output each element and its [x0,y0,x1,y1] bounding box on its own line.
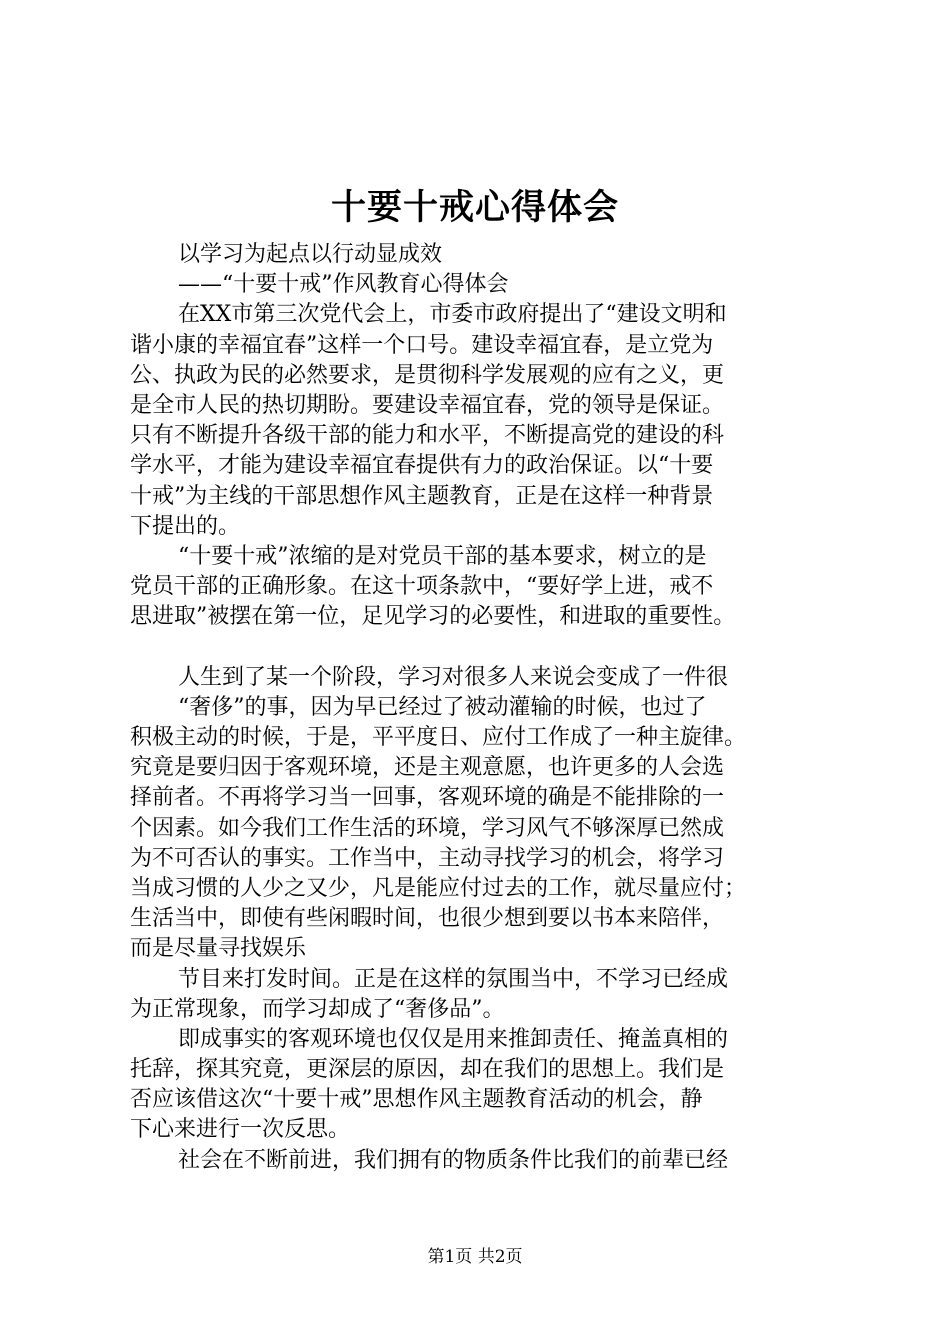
paragraph-line: “十要十戒”浓缩的是对党员干部的基本要求，树立的是 [178,543,707,569]
subtitle-line: 以学习为起点以行动显成效 [178,242,443,267]
paragraph-line: 思进取”被摆在第一位，足见学习的必要性，和进取的重要性。 [130,604,736,630]
paragraph-line: 节目来打发时间。正是在这样的氛围当中，不学习已经成 [178,966,729,992]
paragraph-line: 只有不断提升各级干部的能力和水平，不断提高党的建设的科 [130,423,725,449]
paragraph-line: 人生到了某一个阶段，学习对很多人来说会变成了一件很 [178,664,729,690]
paragraph-line: 否应该借这次“十要十戒”思想作风主题教育活动的机会，静 [130,1087,703,1113]
paragraph-gap [130,632,850,662]
paragraph-line: 党员干部的正确形象。在这十项条款中，“要好学上进，戒不 [130,574,714,600]
paragraph-line: 择前者。不再将学习当一回事，客观环境的确是不能排除的一 [130,785,725,811]
paragraph-line: 十戒”为主线的干部思想作风主题教育，正是在这样一种背景 [130,483,714,509]
paragraph-line: 在XX市第三次党代会上，市委市政府提出了“建设文明和 [178,302,727,328]
paragraph-line: 是全市人民的热切期盼。要建设幸福宜春，党的领导是保证。 [130,392,725,418]
paragraph-line: 当成习惯的人少之又少，凡是能应付过去的工作，就尽量应付； [130,875,747,901]
paragraph-line: 社会在不断前进，我们拥有的物质条件比我们的前辈已经 [178,1147,729,1173]
paragraph-line: 而是尽量寻找娱乐 [130,936,307,962]
paragraph-line: 下心来进行一次反思。 [130,1117,351,1143]
page-number-footer: 第1页 共2页 [427,1247,523,1267]
paragraph-line: “奢侈”的事，因为早已经过了被动灌输的时候，也过了 [178,694,707,720]
paragraph-line: 学水平，才能为建设幸福宜春提供有力的政治保证。以“十要 [130,453,714,479]
paragraph-line: 托辞，探其究竟，更深层的原因，却在我们的思想上。我们是 [130,1057,725,1083]
paragraph-line: 积极主动的时候，于是，平平度日、应付工作成了一种主旋律。 [130,725,747,750]
paragraph-line: 生活当中，即使有些闲暇时间，也很少想到要以书本来陪伴， [130,906,725,932]
paragraph-line: 公、执政为民的必然要求，是贯彻科学发展观的应有之义，更 [130,362,725,388]
document-title: 十要十戒心得体会 [330,187,619,228]
paragraph-line: 下提出的。 [130,513,241,539]
paragraph-line: 究竟是要归因于客观环境，还是主观意愿，也许更多的人会选 [130,755,725,781]
paragraph-line: 谐小康的幸福宜春”这样一个口号。建设幸福宜春，是立党为 [130,332,714,358]
paragraph-line: 为不可否认的事实。工作当中，主动寻找学习的机会，将学习 [130,845,725,871]
paragraph-line: 个因素。如今我们工作生活的环境，学习风气不够深厚已然成 [130,815,725,841]
subtitle-line: ——“十要十戒”作风教育心得体会 [178,272,509,298]
document-body [130,240,850,1176]
paragraph-line: 即成事实的客观环境也仅仅是用来推卸责任、掩盖真相的 [178,1026,729,1052]
paragraph-line: 为正常现象，而学习却成了“奢侈品”。 [130,996,505,1022]
